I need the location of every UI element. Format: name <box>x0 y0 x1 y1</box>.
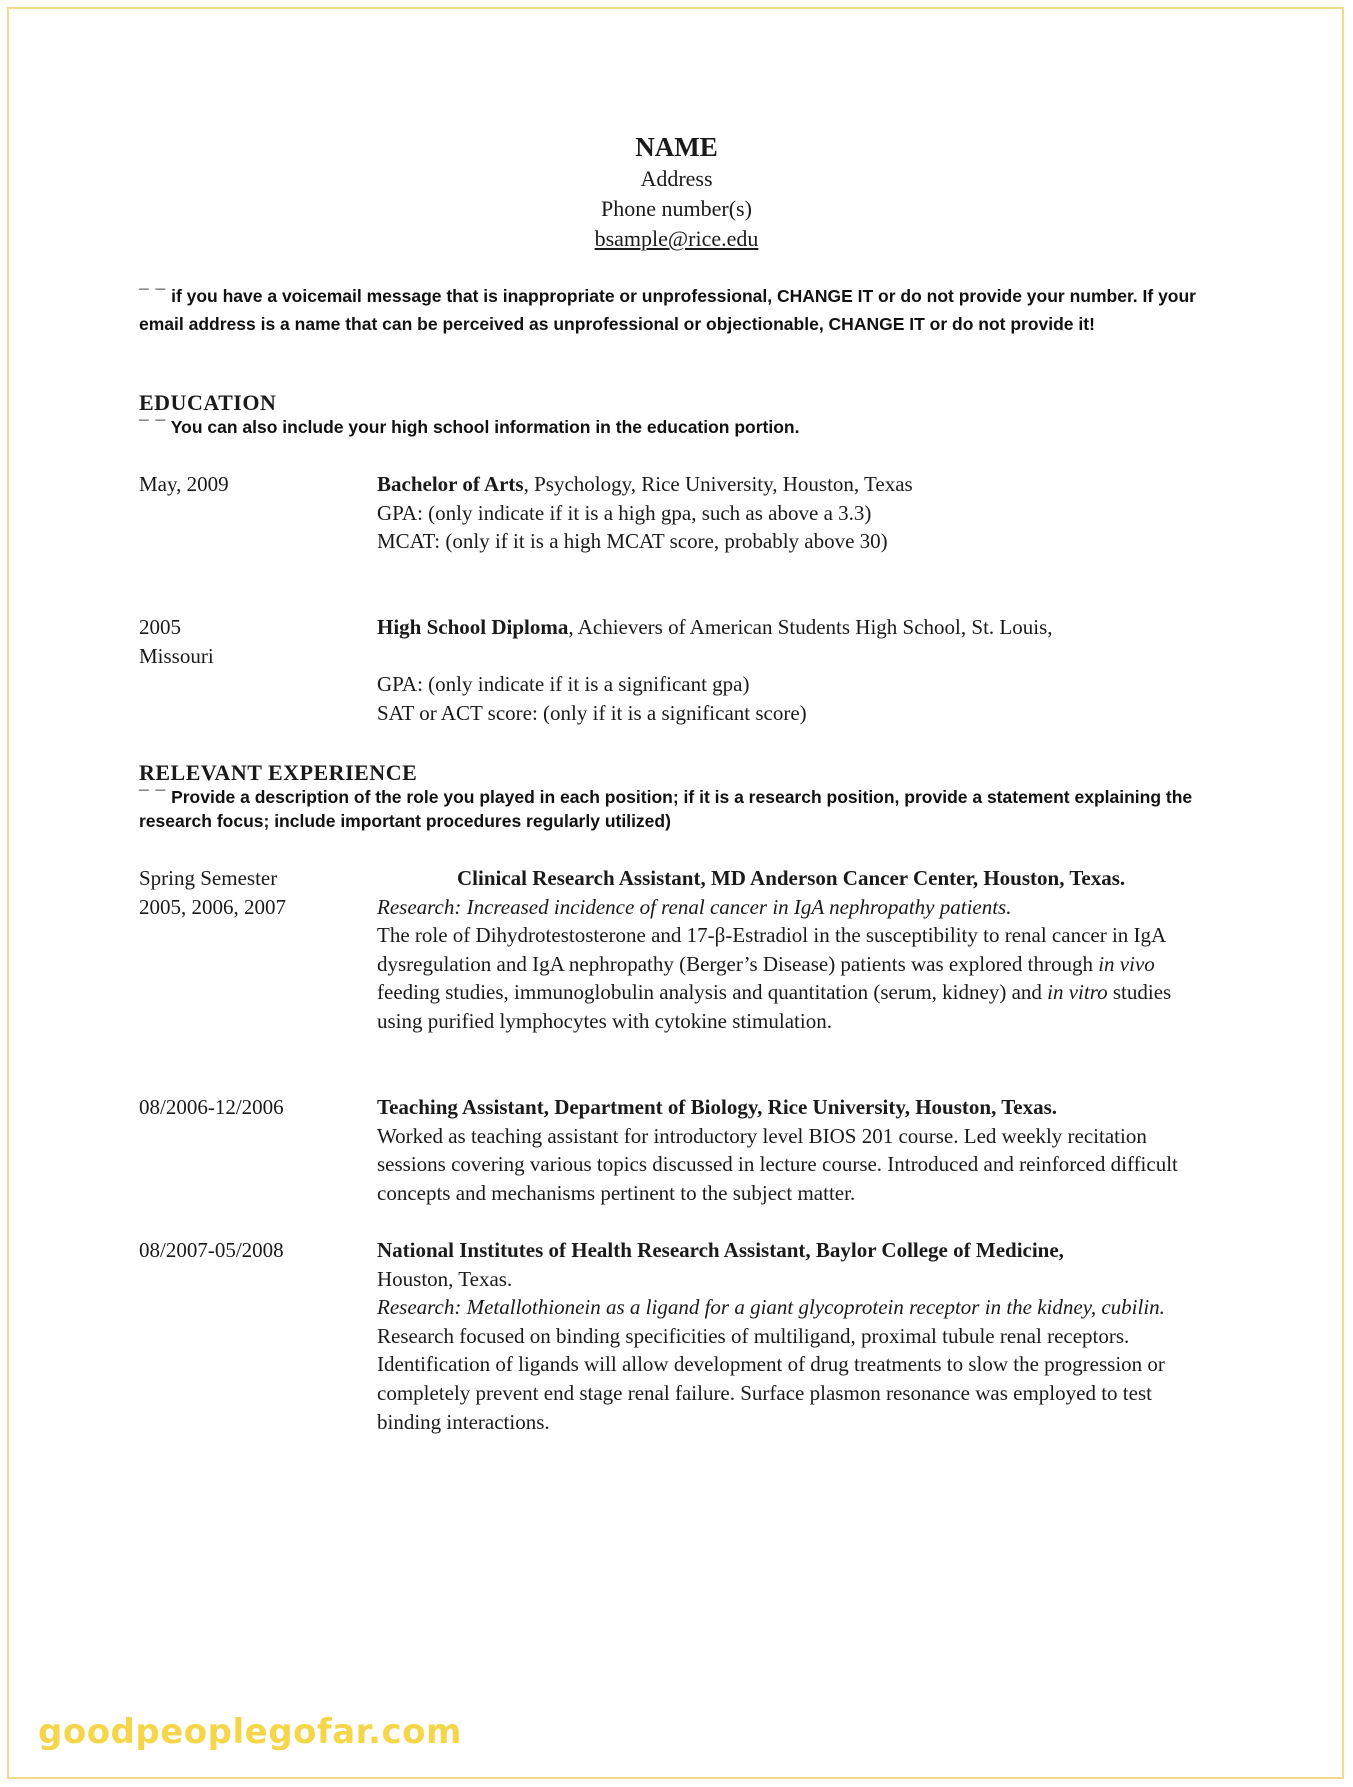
entry-date: May, 2009 <box>139 472 229 496</box>
resume-name: NAME <box>635 132 718 162</box>
entry-date-line: 2005, 2006, 2007 <box>139 894 286 919</box>
gpa-line: GPA: (only indicate if it is a significant gpa) <box>377 672 750 697</box>
position-description: Worked as teaching assistant for introductory level BIOS 201 course. Led weekly recitation sessions covering various topics discussed in lecture course. Introduced and reinforced difficult concepts and mechanisms pertinent to the subject matter. <box>377 1123 1178 1205</box>
contact-note <box>139 282 1219 338</box>
degree-title: High School Diploma <box>377 615 569 639</box>
note-tick-icon: ¯ ¯ <box>139 286 167 306</box>
degree-details: , Psychology, Rice University, Houston, Texas GPA: (only indicate if it is a high gpa, such as above a 3.3) MCAT: (only if it is a high MCAT score, probably above 30) <box>377 472 913 554</box>
resume-address: Address <box>640 166 713 191</box>
entry-body <box>377 613 1207 727</box>
entry-body <box>377 864 1207 1036</box>
resume-email-link[interactable]: bsample@rice.edu <box>594 226 759 251</box>
entry-date-year: 2005 <box>139 615 181 639</box>
experience-note <box>139 785 1219 833</box>
entry-body <box>377 1236 1207 1436</box>
note-tick-icon: ¯ ¯ <box>139 417 167 437</box>
position-title: Clinical Research Assistant, MD Anderson Cancer Center, Houston, Texas. <box>457 866 1126 890</box>
education-note <box>139 415 1219 439</box>
position-description: The role of Dihydrotestosterone and 17-β-Estradiol in the susceptibility to renal cancer in IgA dysregulation and IgA nephropathy (Berger’s Disease) patients was explored through in vivo feeding studies, immunoglobulin analysis and quantitation (serum, kidney) and in vitro studies using purified lymphocytes with cytokine stimulation. <box>377 923 1172 1033</box>
education-note-text: You can also include your high school information in the education portion. <box>170 417 800 437</box>
experience-heading: RELEVANT EXPERIENCE <box>139 760 418 785</box>
research-topic: Research: Metallothionein as a ligand for a giant glycoprotein receptor in the kidney, cubilin. <box>377 1295 1165 1320</box>
resume-header <box>0 130 1353 254</box>
entry-date-location: Missouri <box>139 643 214 668</box>
position-description: Research: Metallothionein as a ligand for a giant glycoprotein receptor in the kidney, cubilin. Research focused on binding specificities of multiligand, proximal tubule renal receptors. Identification of ligands will allow development of drug treatments to slow the progression or completely prevent end stage renal failure. Surface plasmon resonance was employed to test binding interactions. <box>377 1295 1165 1434</box>
note-tick-icon: ¯ ¯ <box>139 787 167 807</box>
resume-phone: Phone number(s) <box>601 196 752 221</box>
experience-note-text: Provide a description of the role you played in each position; if it is a research position, provide a statement explaining the research focus; include important procedures regularly utilized) <box>139 787 1193 831</box>
degree-details: , Achievers of American Students High School, St. Louis, <box>568 615 1053 639</box>
research-topic: Research: Increased incidence of renal cancer in IgA nephropathy patients. <box>377 894 1012 919</box>
sat-line: SAT or ACT score: (only if it is a significant score) <box>377 700 807 725</box>
entry-date-line: Spring Semester <box>139 866 278 890</box>
entry-date <box>139 613 359 670</box>
entry-body <box>377 470 937 556</box>
entry-date: 08/2007-05/2008 <box>139 1238 284 1262</box>
position-location: Houston, Texas. <box>377 1266 513 1291</box>
position-title: Teaching Assistant, Department of Biology, Rice University, Houston, Texas. <box>377 1095 1058 1119</box>
entry-date: 08/2006-12/2006 <box>139 1095 284 1119</box>
position-title: National Institutes of Health Research Assistant, Baylor College of Medicine, <box>377 1238 1064 1262</box>
education-heading: EDUCATION <box>139 390 277 415</box>
contact-note-text: if you have a voicemail message that is inappropriate or unprofessional, CHANGE IT or do not provide your number. If your email address is a name that can be perceived as unprofessional or objectionable, CHANGE IT or do not provide it! <box>139 286 1196 334</box>
watermark-logo: goodpeoplegofar.com <box>38 1712 462 1752</box>
entry-body <box>377 1093 1207 1207</box>
degree-title: Bachelor of Arts <box>377 472 524 496</box>
entry-date <box>139 864 359 921</box>
